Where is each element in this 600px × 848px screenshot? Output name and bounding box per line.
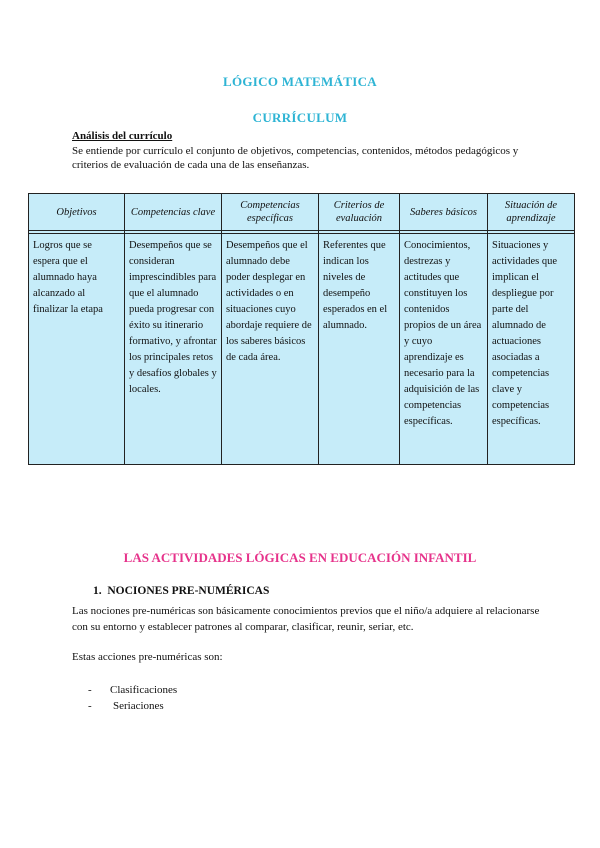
curriculum-table — [28, 193, 575, 465]
table-header-row — [29, 194, 575, 231]
header-situacion-aprendizaje: Situación de aprendizaje — [488, 194, 575, 231]
section-title: LAS ACTIVIDADES LÓGICAS EN EDUCACIÓN INFANTIL — [123, 550, 477, 565]
subsection-number: 1. — [93, 585, 102, 597]
list-item-text: Seriaciones — [113, 700, 164, 712]
header-objetivos: Objetivos — [29, 194, 125, 231]
analysis-block — [72, 129, 542, 173]
subsection-heading — [93, 585, 269, 597]
cell-saberes-basicos: Conocimientos, destrezas y actitudes que constituyen los contenidos propios de un área y cuyo aprendizaje es necesario para la adquisición de las competencias específicas. — [400, 234, 488, 465]
list-item-text: Clasificaciones — [110, 684, 178, 696]
cell-objetivos: Logros que se espera que el alumnado haya alcanzado al finalizar la etapa — [29, 234, 125, 465]
header-saberes-basicos: Saberes básicos — [400, 194, 488, 231]
subsection-title: NOCIONES PRE-NUMÉRICAS — [107, 585, 270, 597]
subtitle: CURRÍCULUM — [252, 110, 348, 125]
analysis-text: Se entiende por currículo el conjunto de objetivos, competencias, contenidos, métodos pedagógicos y criterios de evaluación de cada una de las enseñanzas. — [72, 144, 519, 171]
header-competencias-especificas: Competencias específicas — [222, 194, 319, 231]
list-bullet: - — [88, 684, 92, 696]
list-item — [88, 682, 177, 698]
pre-numeric-list — [88, 682, 177, 714]
cell-competencias-especificas: Desempeños que el alumnado debe poder desplegar en actividades o en situaciones cuyo abordaje requiere de los saberes básicos de cada área. — [222, 234, 319, 465]
list-bullet: - — [88, 700, 92, 712]
header-competencias-clave: Competencias clave — [125, 194, 222, 231]
cell-situacion-aprendizaje: Situaciones y actividades que implican el despliegue por parte del alumnado de actuaciones asociadas a competencias clave y competencias específicas. — [488, 234, 575, 465]
paragraph-2: Estas acciones pre-numéricas son: — [72, 651, 223, 663]
analysis-heading: Análisis del currículo — [72, 130, 173, 142]
paragraph: Las nociones pre-numéricas son básicamente conocimientos previos que el niño/a adquiere al relacionarse con su entorno y establecer patrones al comparar, clasificar, reunir, seriar, etc. — [72, 605, 540, 633]
cell-competencias-clave: Desempeños que se consideran imprescindibles para que el alumnado pueda progresar con éxito su itinerario formativo, y afrontar los principales retos y desafíos globales y locales. — [125, 234, 222, 465]
main-title: LÓGICO MATEMÁTICA — [222, 74, 377, 89]
list-item — [88, 698, 177, 714]
header-criterios-evaluacion: Criterios de evaluación — [319, 194, 400, 231]
cell-criterios-evaluacion: Referentes que indican los niveles de desempeño esperados en el alumnado. — [319, 234, 400, 465]
table-row — [29, 234, 575, 465]
